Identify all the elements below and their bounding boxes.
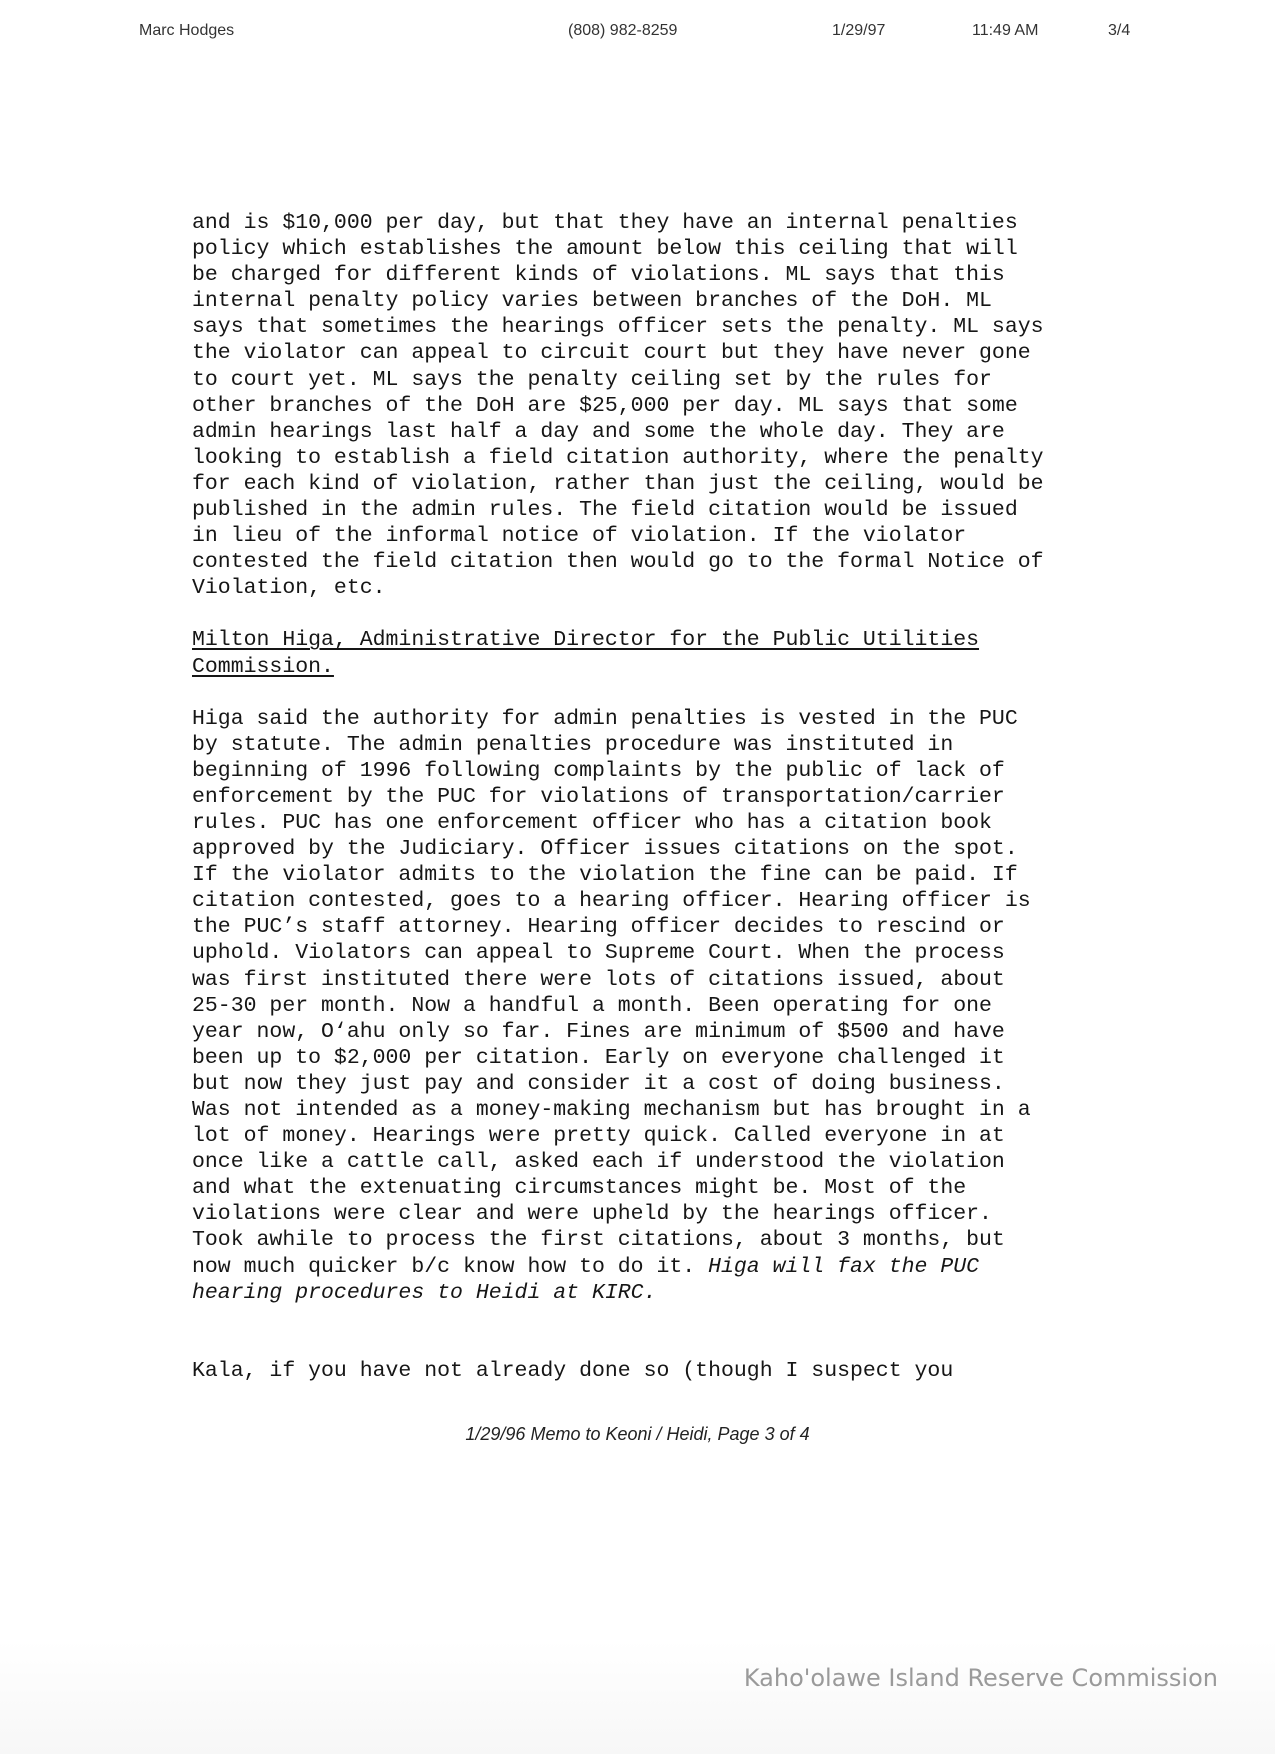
italic-note: Higa will fax the PUC [708, 1254, 980, 1279]
paragraph-puc-penalties: Higa said the authority for admin penalties is vested in the PUC by statute. The admin penalties procedure was instituted in beginning of 1996 following complaints by the public of lack of enforcement by the PUC for violations of transportation/carrier rules. PUC has one enforcement officer who has a citation book approved by the Judiciary. Officer issues citations on the spot. If the violator admits to the violation the fine can be paid. If citation contested, goes to a hearing officer. Hearing officer is the PUC’s staff attorney. Hearing officer decides to rescind or uphold. Violators can appeal to Supreme Court. When the process was first instituted there were lots of citations issued, about 25-30 per month. Now a handful a month. Been operating for one year now, O‘ahu only so far. Fines are minimum of $500 and have been up to $2,000 per citation. Early on everyone challenged it but now they just pay and consider it a cost of doing business. Was not intended as a money-making mechanism but has brought in a lot of money. Hearings were pretty quick. Called everyone in at once like a cattle call, asked each if understood the violation and what the extenuating circumstances might be. Most of the violations were clear and were upheld by the hearings officer. Took awhile to process the first citations, about 3 months, but now much quicker b/c know how to do it. Higa will fax the PUC hearing procedures to Heidi at KIRC. [192, 706, 1031, 1305]
fax-header [0, 22, 1275, 46]
italic-note-continued: hearing procedures to Heidi at KIRC. [192, 1280, 657, 1305]
fax-phone: (808) 982-8259 [568, 22, 678, 39]
memo-body [192, 210, 1082, 1384]
paragraph-doh-penalties: and is $10,000 per day, but that they have an internal penalties policy which establishes the amount below this ceiling that will be charged for different kinds of violations. ML says that this internal penalty policy varies between branches of the DoH. ML says that sometimes the hearings officer sets the penalty. ML says the violator can appeal to circuit court but they have never gone to court yet. ML says the penalty ceiling set by the rules for other branches of the DoH are $25,000 per day. ML says that some admin hearings last half a day and some the whole day. They are looking to establish a field citation authority, where the penalty for each kind of violation, rather than just the ceiling, would be published in the admin rules. The field citation would be issued in lieu of the informal notice of violation. If the violator contested the field citation then would go to the formal Notice of Violation, etc. [192, 211, 1044, 601]
page-footer: 1/29/96 Memo to Keoni / Heidi, Page 3 of 4 [465, 1424, 810, 1444]
fax-date: 1/29/97 [832, 22, 886, 39]
closing-line: Kala, if you have not already done so (though I suspect you [192, 1358, 954, 1383]
page-bottom-band [0, 1640, 1275, 1754]
fax-sender: Marc Hodges [139, 22, 235, 39]
fax-page-number: 3/4 [1108, 22, 1131, 39]
archive-watermark: Kaho'olawe Island Reserve Commission [743, 1664, 1218, 1692]
fax-time: 11:49 AM [972, 22, 1039, 39]
section-heading-milton-higa: Milton Higa, Administrative Director for the Public Utilities Commission. [192, 628, 980, 679]
